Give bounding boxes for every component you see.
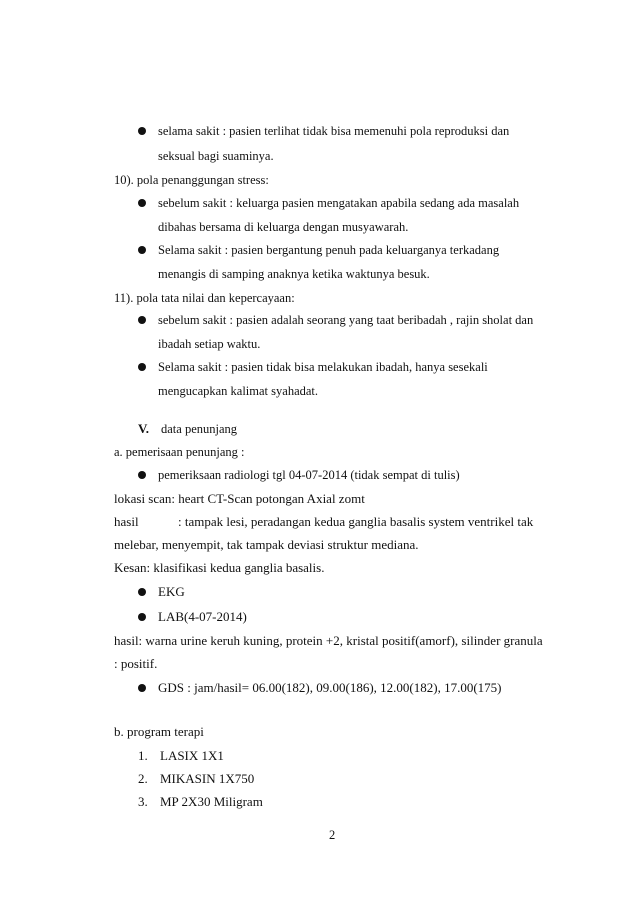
section-heading: 10). pola penanggungan stress: xyxy=(114,173,269,187)
text-line: selama sakit : pasien terlihat tidak bisa memenuhi pola reproduksi dan xyxy=(158,124,510,138)
list-item: MIKASIN 1X750 xyxy=(160,771,255,786)
text-line: Kesan: klasifikasi kedua ganglia basalis. xyxy=(114,560,325,575)
text-line: hasil: warna urine keruh kuning, protein +2, kristal positif(amorf), silinder granula xyxy=(114,633,543,648)
list-number: 2. xyxy=(138,771,148,786)
page-number: 2 xyxy=(329,828,336,842)
text-line: menangis di samping anaknya ketika waktunya besuk. xyxy=(158,267,430,281)
bullet-icon xyxy=(138,199,146,207)
bullet-icon xyxy=(138,246,146,254)
text-line: sebelum sakit : pasien adalah seorang yang taat beribadah , rajin sholat dan xyxy=(158,313,534,327)
bullet-icon xyxy=(138,684,146,692)
list-item: LASIX 1X1 xyxy=(160,748,224,763)
text-line: : tampak lesi, peradangan kedua ganglia basalis system ventrikel tak xyxy=(178,514,534,529)
bullet-icon xyxy=(138,613,146,621)
text-line: Selama sakit : pasien bergantung penuh pada keluarganya terkadang xyxy=(158,243,500,257)
subsection-heading: b. program terapi xyxy=(114,724,204,739)
text-line: : positif. xyxy=(114,656,158,671)
bullet-icon xyxy=(138,471,146,479)
list-item: MP 2X30 Miligram xyxy=(160,794,263,809)
text-line: dibahas bersama di keluarga dengan musyawarah. xyxy=(158,220,409,234)
text-line: EKG xyxy=(158,584,185,599)
bullet-icon xyxy=(138,363,146,371)
section-number: V. xyxy=(138,421,149,436)
bullet-icon xyxy=(138,588,146,596)
text-line: ibadah setiap waktu. xyxy=(158,337,261,351)
text-line: sebelum sakit : keluarga pasien mengatakan apabila sedang ada masalah xyxy=(158,196,520,210)
text-line: melebar, menyempit, tak tampak deviasi struktur mediana. xyxy=(114,537,419,552)
text-line: pemeriksaan radiologi tgl 04-07-2014 (tidak sempat di tulis) xyxy=(158,468,460,482)
text-label: hasil xyxy=(114,514,139,529)
list-number: 1. xyxy=(138,748,148,763)
text-line: LAB(4-07-2014) xyxy=(158,609,247,624)
text-line: GDS : jam/hasil= 06.00(182), 09.00(186), 12.00(182), 17.00(175) xyxy=(158,680,502,695)
text-line: mengucapkan kalimat syahadat. xyxy=(158,384,319,398)
bullet-icon xyxy=(138,127,146,135)
text-line: lokasi scan: heart CT-Scan potongan Axial zomt xyxy=(114,491,365,506)
text-line: seksual bagi suaminya. xyxy=(158,149,274,163)
section-heading: 11). pola tata nilai dan kepercayaan: xyxy=(114,291,295,305)
bullet-icon xyxy=(138,316,146,324)
section-heading: data penunjang xyxy=(161,422,238,436)
subsection-heading: a. pemerisaan penunjang : xyxy=(114,445,245,459)
list-number: 3. xyxy=(138,794,148,809)
text-line: Selama sakit : pasien tidak bisa melakukan ibadah, hanya sesekali xyxy=(158,360,488,374)
